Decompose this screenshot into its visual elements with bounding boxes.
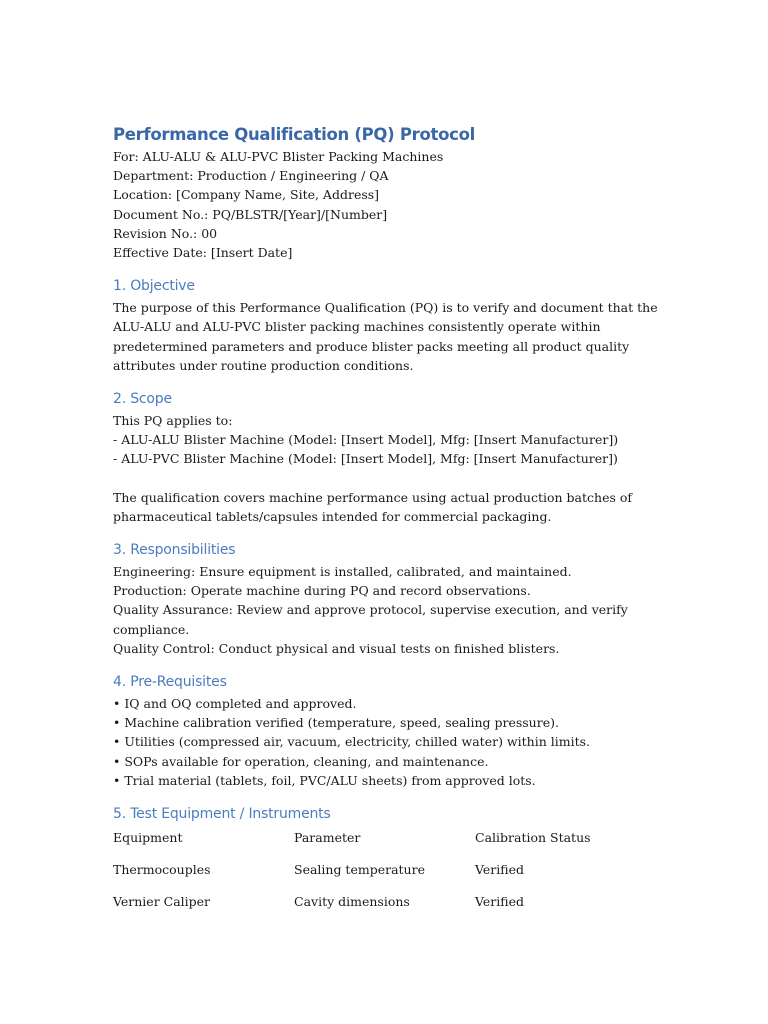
section-heading-scope: 2. Scope: [113, 391, 172, 408]
objective-text: The purpose of this Performance Qualification (PQ) is to verify and document that the ALU-ALU and ALU-PVC blister packing machines consistently operate within predetermined parameters and produce blister packs meeting all product quality attributes under routine production conditions.: [113, 300, 658, 373]
document-page: [113, 124, 658, 922]
responsibility-item: Quality Control: Conduct physical and visual tests on finished blisters.: [113, 640, 560, 656]
table-cell: Thermocouples: [113, 862, 211, 878]
prerequisite-item: • Machine calibration verified (temperature, speed, sealing pressure).: [113, 715, 559, 731]
meta-revision-no: Revision No.: 00: [113, 225, 218, 241]
table-header-equipment: Equipment: [113, 830, 183, 846]
meta-effective-date: Effective Date: [Insert Date]: [113, 245, 293, 261]
section-heading-objective: 1. Objective: [113, 278, 195, 295]
scope-line: This PQ applies to:: [113, 413, 233, 429]
scope-line: - ALU-PVC Blister Machine (Model: [Insert Model], Mfg: [Insert Manufacturer]): [113, 451, 618, 467]
prerequisite-item: • IQ and OQ completed and approved.: [113, 696, 357, 712]
equipment-table: [113, 826, 658, 922]
section-heading-prerequisites: 4. Pre-Requisites: [113, 674, 227, 691]
responsibility-item: Production: Operate machine during PQ and record observations.: [113, 583, 531, 599]
table-cell: Cavity dimensions: [294, 894, 410, 910]
meta-document-no: Document No.: PQ/BLSTR/[Year]/[Number]: [113, 206, 388, 222]
responsibility-item: Quality Assurance: Review and approve protocol, supervise execution, and verify compliance.: [113, 602, 628, 637]
table-header-calibration-status: Calibration Status: [475, 830, 591, 846]
prerequisite-item: • Trial material (tablets, foil, PVC/ALU sheets) from approved lots.: [113, 772, 536, 788]
table-cell: Verified: [475, 894, 524, 910]
meta-location: Location: [Company Name, Site, Address]: [113, 187, 380, 203]
scope-text: The qualification covers machine performance using actual production batches of pharmaceutical tablets/capsules intended for commercial packaging.: [113, 489, 633, 524]
meta-for: For: ALU-ALU & ALU-PVC Blister Packing Machines: [113, 149, 444, 164]
table-header-parameter: Parameter: [294, 830, 361, 846]
prerequisite-item: • SOPs available for operation, cleaning, and maintenance.: [113, 753, 489, 769]
scope-line: - ALU-ALU Blister Machine (Model: [Insert Model], Mfg: [Insert Manufacturer]): [113, 432, 619, 448]
section-heading-responsibilities: 3. Responsibilities: [113, 542, 236, 559]
blank-line: [113, 469, 658, 488]
table-cell: Sealing temperature: [294, 862, 425, 878]
prerequisite-item: • Utilities (compressed air, vacuum, electricity, chilled water) within limits.: [113, 734, 590, 750]
responsibility-item: Engineering: Ensure equipment is installed, calibrated, and maintained.: [113, 564, 572, 580]
table-cell: Vernier Caliper: [113, 894, 211, 910]
document-title: Performance Qualification (PQ) Protocol: [113, 125, 476, 144]
table-cell: Verified: [475, 862, 524, 878]
section-heading-equipment: 5. Test Equipment / Instruments: [113, 806, 331, 823]
document-meta: [113, 147, 658, 262]
meta-department: Department: Production / Engineering / QA: [113, 168, 389, 184]
